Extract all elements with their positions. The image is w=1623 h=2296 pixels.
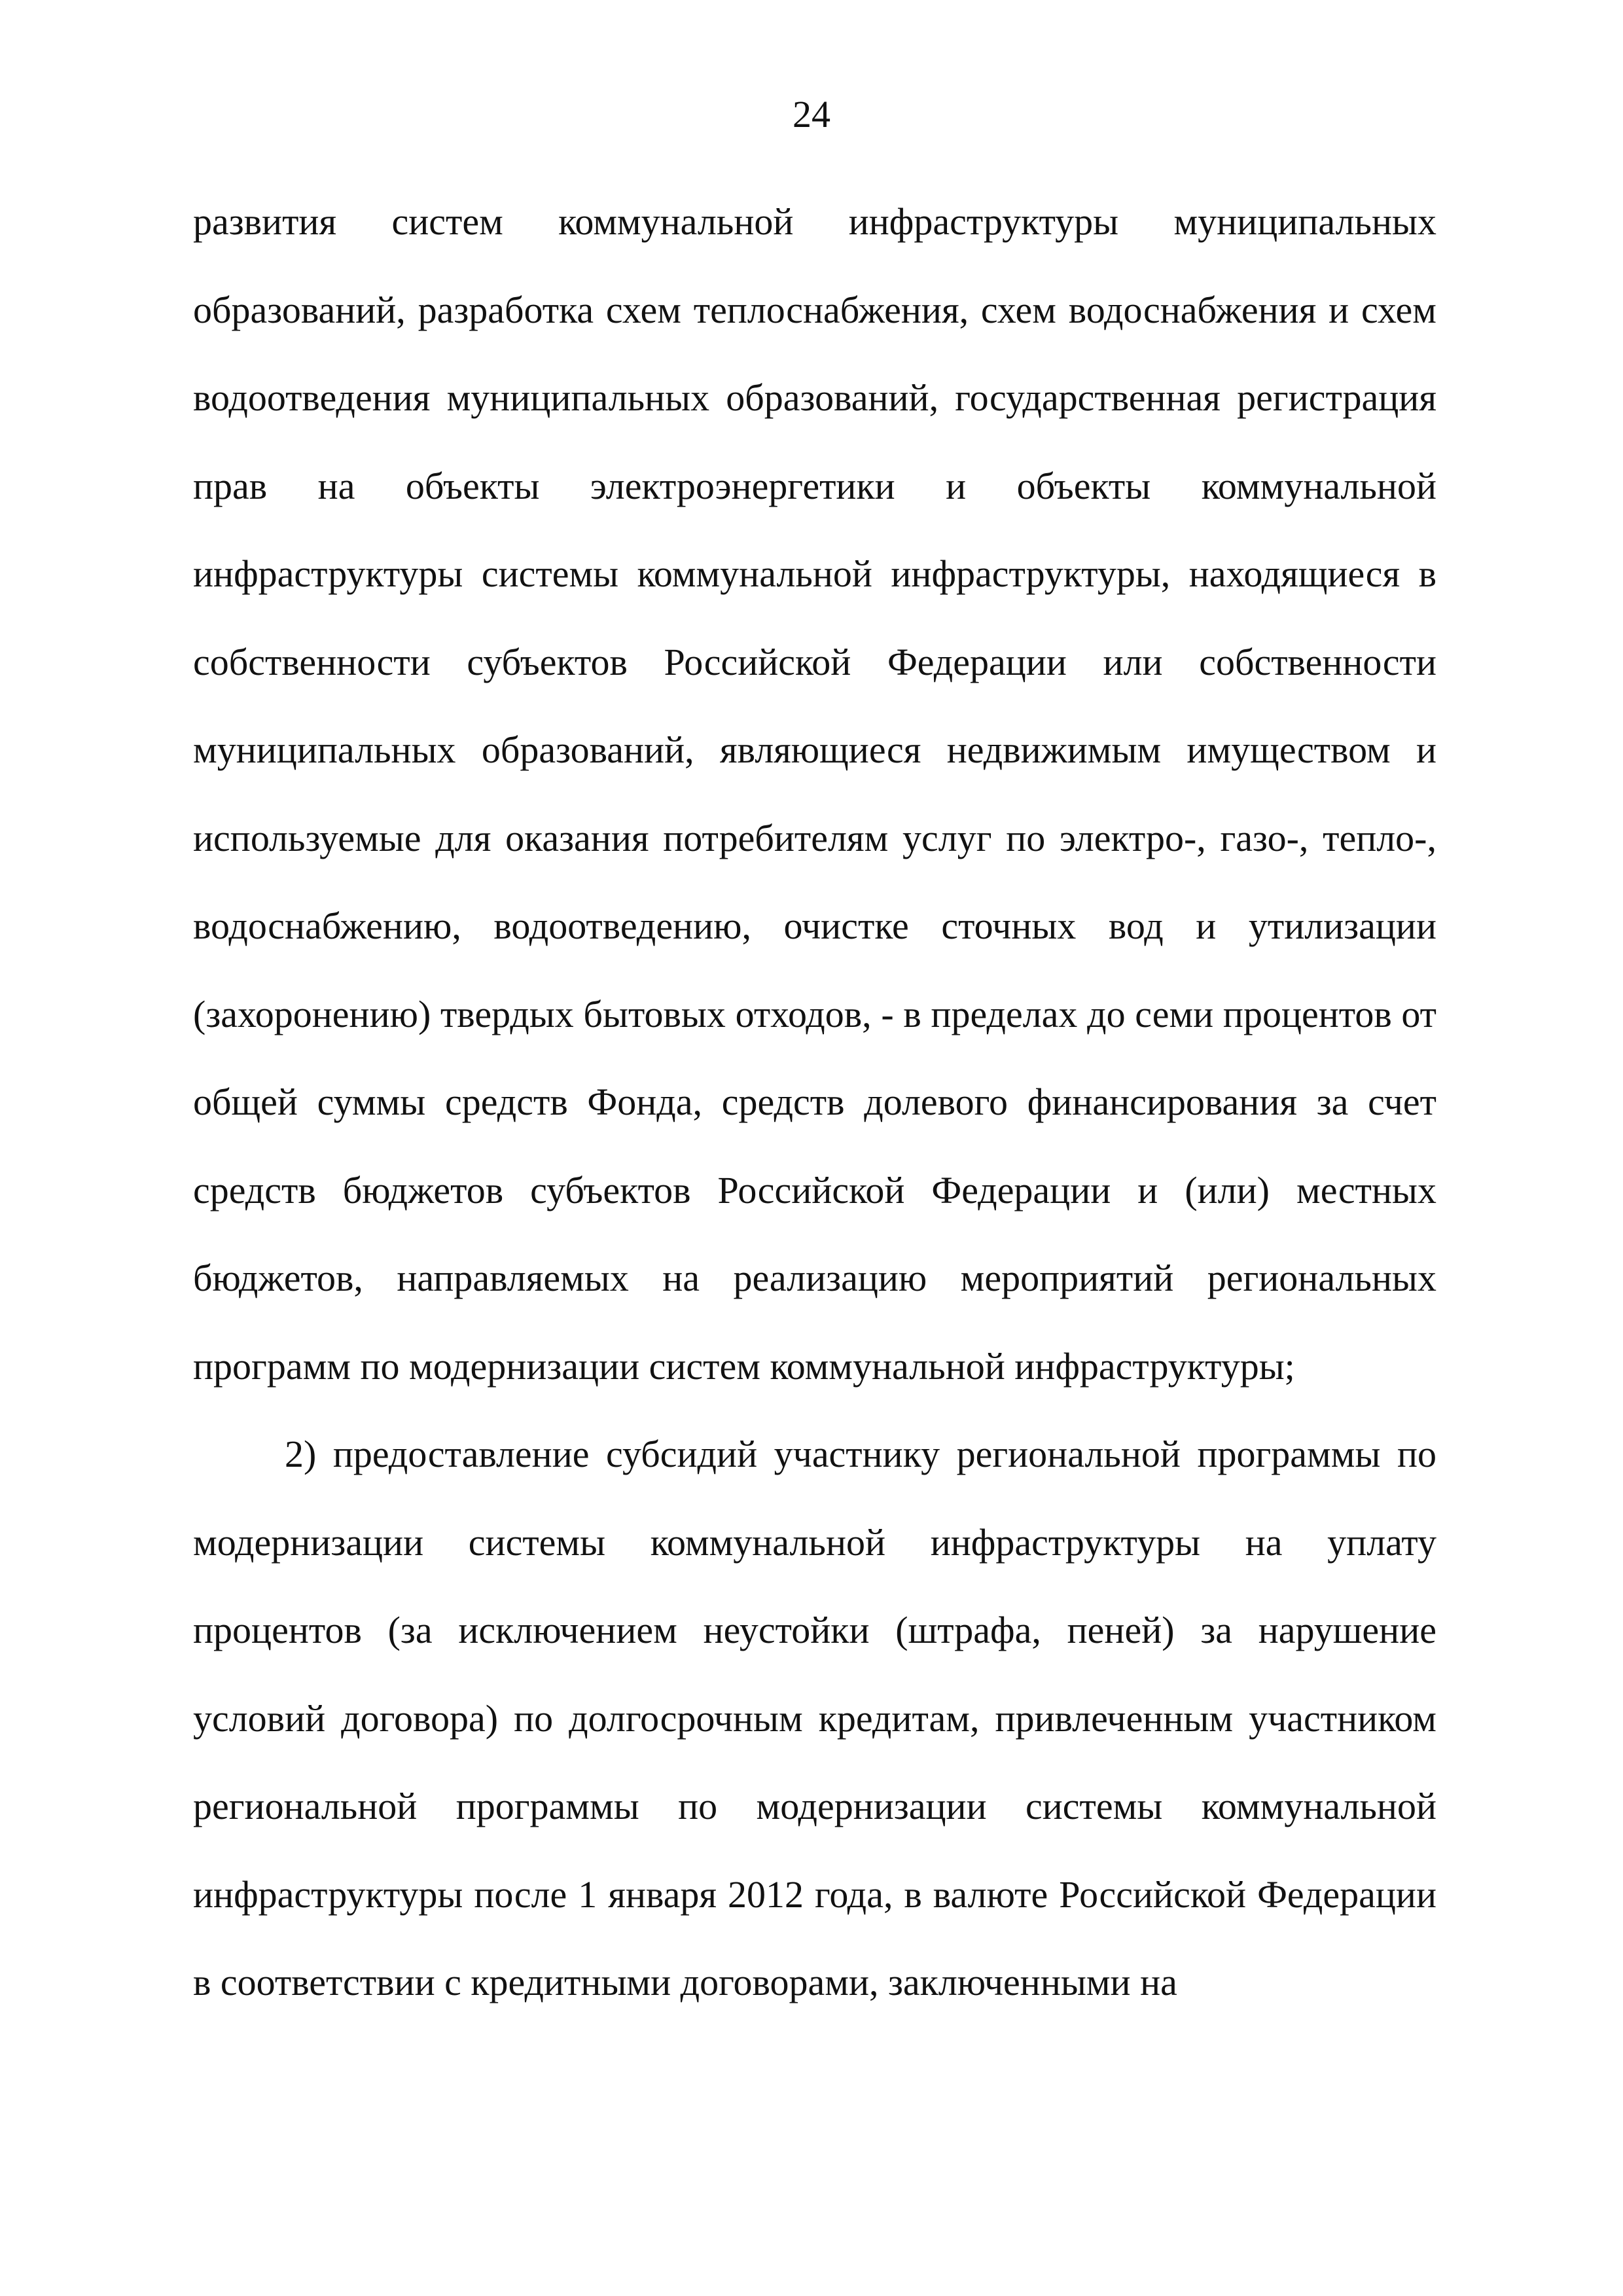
paragraph-continuation: развития систем коммунальной инфраструктуры муниципальных образований, разработка схем теплоснабжения, схем водоснабжения и схем водоотведения муниципальных образований, государственная регистрация прав на объекты электроэнергетики и объекты коммунальной инфраструктуры системы коммунальной инфраструктуры, находящиеся в собственности субъектов Российской Федерации или собственности муниципальных образований, являющиеся недвижимым имуществом и используемые для оказания потребителям услуг по электро-, газо-, тепло-, водоснабжению, водоотведению, очистке сточных вод и утилизации (захоронению) твердых бытовых отходов, - в пределах до семи процентов от общей суммы средств Фонда, средств долевого финансирования за счет средств бюджетов субъектов Российской Федерации и (или) местных бюджетов, направляемых на реализацию мероприятий региональных программ по модернизации систем коммунальной инфраструктуры; <box>193 200 1436 1388</box>
document-body <box>193 178 1436 2027</box>
page-number: 24 <box>793 93 830 135</box>
paragraph-item-2: 2) предоставление субсидий участнику региональной программы по модернизации системы коммунальной инфраструктуры на уплату процентов (за исключением неустойки (штрафа, пеней) за нарушение условий договора) по долгосрочным кредитам, привлеченным участником региональной программы по модернизации системы коммунальной инфраструктуры после 1 января 2012 года, в валюте Российской Федерации в соответствии с кредитными договорами, заключенными на <box>193 1433 1436 2003</box>
